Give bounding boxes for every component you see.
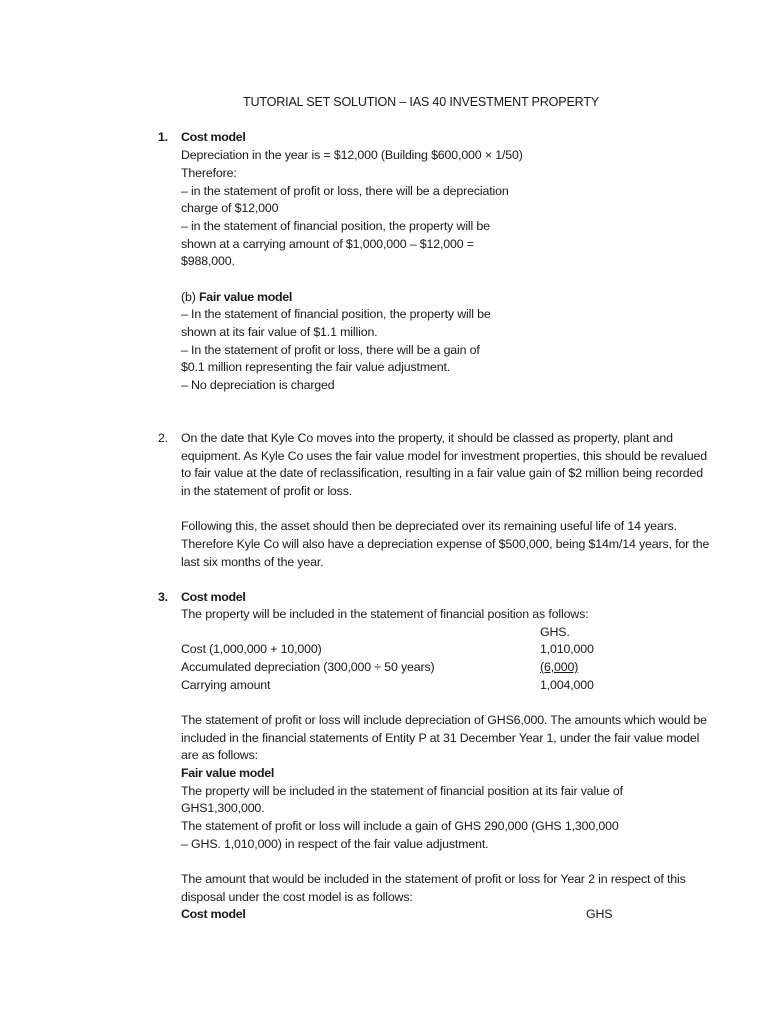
page-title: TUTORIAL SET SOLUTION – IAS 40 INVESTMENT PROPERTY — [243, 95, 600, 109]
table-row-value: 1,010,000 — [540, 642, 594, 656]
fair-value-heading: Fair value model — [181, 766, 274, 780]
section-2-line: equipment. As Kyle Co uses the fair value model for investment properties, this should be revalued — [181, 449, 707, 463]
section-2-line: Therefore Kyle Co will also have a depreciation expense of $500,000, being $14m/14 years, for the — [181, 537, 710, 551]
section-1-line: Therefore: — [181, 166, 237, 180]
section-3-line: The amount that would be included in the statement of profit or loss for Year 2 in respect of this — [181, 872, 686, 886]
fair-value-line: The statement of profit or loss will include a gain of GHS 290,000 (GHS 1,300,000 — [181, 819, 619, 833]
section-2-line: last six months of the year. — [181, 555, 324, 569]
section-1-number: 1. — [158, 130, 168, 144]
section-1b-line: shown at its fair value of $1.1 million. — [181, 325, 378, 339]
table-row-label: Accumulated depreciation (300,000 ÷ 50 years) — [181, 660, 435, 674]
section-3-line: included in the financial statements of Entity P at 31 December Year 1, under the fair value model — [181, 731, 700, 745]
section-2-line: On the date that Kyle Co moves into the property, it should be classed as property, plant and — [181, 431, 673, 445]
section-1-line: shown at a carrying amount of $1,000,000 – $12,000 = — [181, 237, 474, 251]
section-2-line: in the statement of profit or loss. — [181, 484, 353, 498]
section-1b-line: – In the statement of profit or loss, there will be a gain of — [181, 343, 480, 357]
section-1b-line: – No depreciation is charged — [181, 378, 335, 392]
section-3-line: are as follows: — [181, 748, 258, 762]
table-row-value: 1,004,000 — [540, 678, 594, 692]
table-row-label: Cost (1,000,000 + 10,000) — [181, 642, 322, 656]
currency-header-2: GHS — [586, 907, 613, 921]
section-1-line: – in the statement of profit or loss, there will be a depreciation — [181, 184, 509, 198]
section-3-intro: The property will be included in the statement of financial position as follows: — [181, 607, 589, 621]
table-row-label: Carrying amount — [181, 678, 271, 692]
fair-value-line: The property will be included in the statement of financial position at its fair value of — [181, 784, 623, 798]
section-3-line: disposal under the cost model is as follows: — [181, 890, 413, 904]
section-3-number: 3. — [158, 590, 168, 604]
section-2-line: to fair value at the date of reclassification, resulting in a fair value gain of $2 million being recorded — [181, 466, 704, 480]
section-2-line: Following this, the asset should then be depreciated over its remaining useful life of 14 years. — [181, 519, 677, 533]
fair-value-line: – GHS. 1,010,000) in respect of the fair value adjustment. — [181, 837, 489, 851]
section-1-line: $988,000. — [181, 254, 235, 268]
section-1b-prefix: (b) — [181, 290, 199, 304]
table-currency-header: GHS. — [540, 625, 570, 639]
section-1-line: charge of $12,000 — [181, 201, 279, 215]
section-1-heading: Cost model — [181, 130, 246, 144]
section-3-heading: Cost model — [181, 590, 246, 604]
table-row-value: (6,000) — [540, 660, 579, 674]
section-1-line: Depreciation in the year is = $12,000 (Building $600,000 × 1/50) — [181, 148, 523, 162]
section-1b-label — [181, 288, 292, 306]
section-1b-line: – In the statement of financial position, the property will be — [181, 307, 491, 321]
fair-value-line: GHS1,300,000. — [181, 801, 265, 815]
cost-model-heading-2: Cost model — [181, 907, 246, 921]
section-1b-heading: Fair value model — [199, 290, 292, 304]
section-1-line: – in the statement of financial position, the property will be — [181, 219, 490, 233]
section-1b-line: $0.1 million representing the fair value adjustment. — [181, 360, 451, 374]
section-3-line: The statement of profit or loss will include depreciation of GHS6,000. The amounts which would be — [181, 713, 707, 727]
section-2-number: 2. — [158, 431, 169, 445]
